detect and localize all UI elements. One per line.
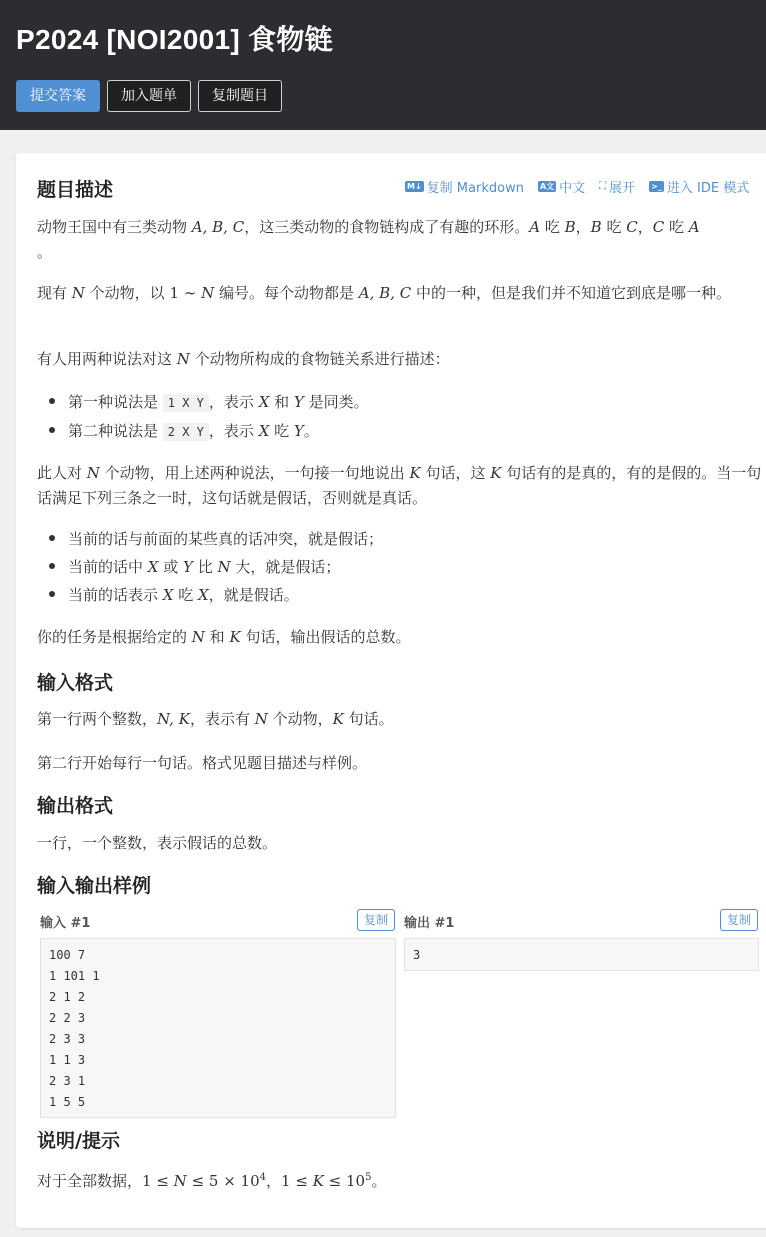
rule-3: 当前的话表示 X 吃 X，就是假话。: [49, 583, 766, 608]
input-line-1: 第一行两个整数，N, K，表示有 N 个动物，K 句话。: [37, 710, 394, 728]
header-actions: [16, 80, 282, 112]
ide-mode-link[interactable]: [649, 177, 749, 196]
problem-toolbar: [405, 177, 749, 196]
output-format-heading: 输出格式: [37, 795, 114, 817]
translate-icon: A文: [539, 182, 555, 191]
submit-answer-button[interactable]: 提交答案: [16, 80, 100, 112]
problem-header: [0, 0, 766, 130]
problem-title: P2024 [NOI2001] 食物链: [16, 24, 333, 55]
copy-markdown-label: 复制 Markdown: [426, 181, 524, 196]
statement-type-1: 第一种说法是 1 X Y ，表示 X 和 Y 是同类。: [49, 390, 766, 416]
expand-link[interactable]: [599, 177, 635, 196]
sample-input-label: 输入 #1: [40, 916, 91, 931]
copy-input-button[interactable]: 复制: [357, 909, 395, 931]
desc-paragraph-3: 有人用两种说法对这 N 个动物所构成的食物链关系进行描述：: [37, 350, 450, 368]
ide-mode-label: 进入 IDE 模式: [666, 181, 750, 196]
desc-paragraph-5: 你的任务是根据给定的 N 和 K 句话，输出假话的总数。: [37, 628, 411, 646]
hint-text: 对于全部数据，$1 \le N \le 5 \times 10^4$，$1 \le K \le 10^5$。: [37, 1172, 387, 1190]
language-link[interactable]: [538, 177, 585, 196]
desc-paragraph-4: 此人对 N 个动物，用上述两种说法，一句接一句地说出 K 句话，这 K 句话有的是真的，有的是假的。当一句话满足下列三条之一时，这句话就是假话，否则就是真话。: [37, 464, 762, 507]
samples-heading: 输入输出样例: [37, 875, 152, 897]
language-label: 中文: [559, 181, 586, 196]
copy-markdown-link[interactable]: [405, 177, 524, 196]
add-to-list-button[interactable]: 加入题单: [107, 80, 191, 112]
code-1xy: 1 X Y: [163, 394, 209, 412]
desc-paragraph-2: 现有 N 个动物，以 1 ∼ N 编号。每个动物都是 A, B, C 中的一种，但是我们并不知道它到底是哪一种。: [37, 284, 731, 302]
expand-label: 展开: [609, 181, 636, 196]
sample-output-box[interactable]: 3: [404, 938, 759, 971]
sample-input-box[interactable]: 100 7 1 101 1 2 1 2 2 2 3 2 3 3 1 1 3 2 3 1 1 5 5: [40, 938, 396, 1118]
problem-card: [16, 153, 766, 1228]
code-2xy: 2 X Y: [163, 423, 209, 441]
terminal-icon: >_: [651, 182, 662, 191]
output-line-1: 一行，一个整数，表示假话的总数。: [37, 834, 278, 852]
rule-1: 当前的话与前面的某些真的话冲突，就是假话；: [49, 527, 766, 552]
sample-output-label: 输出 #1: [404, 916, 455, 931]
statement-type-2: 第二种说法是 2 X Y ，表示 X 吃 Y。: [49, 419, 766, 445]
hint-heading: 说明/提示: [37, 1130, 120, 1152]
desc-paragraph-1: 动物王国中有三类动物 A, B, C，这三类动物的食物链构成了有趣的环形。A 吃 B，B 吃 C，C 吃 A 。: [37, 218, 700, 261]
copy-problem-button[interactable]: 复制题目: [198, 80, 282, 112]
copy-output-button[interactable]: 复制: [720, 909, 758, 931]
rule-2: 当前的话中 X 或 Y 比 N 大，就是假话；: [49, 555, 766, 580]
input-line-2: 第二行开始每行一句话。格式见题目描述与样例。: [37, 754, 368, 772]
markdown-icon: M↓: [407, 182, 422, 191]
expand-icon: ⛶: [599, 181, 607, 192]
description-heading: 题目描述: [37, 179, 114, 201]
input-format-heading: 输入格式: [37, 672, 114, 694]
